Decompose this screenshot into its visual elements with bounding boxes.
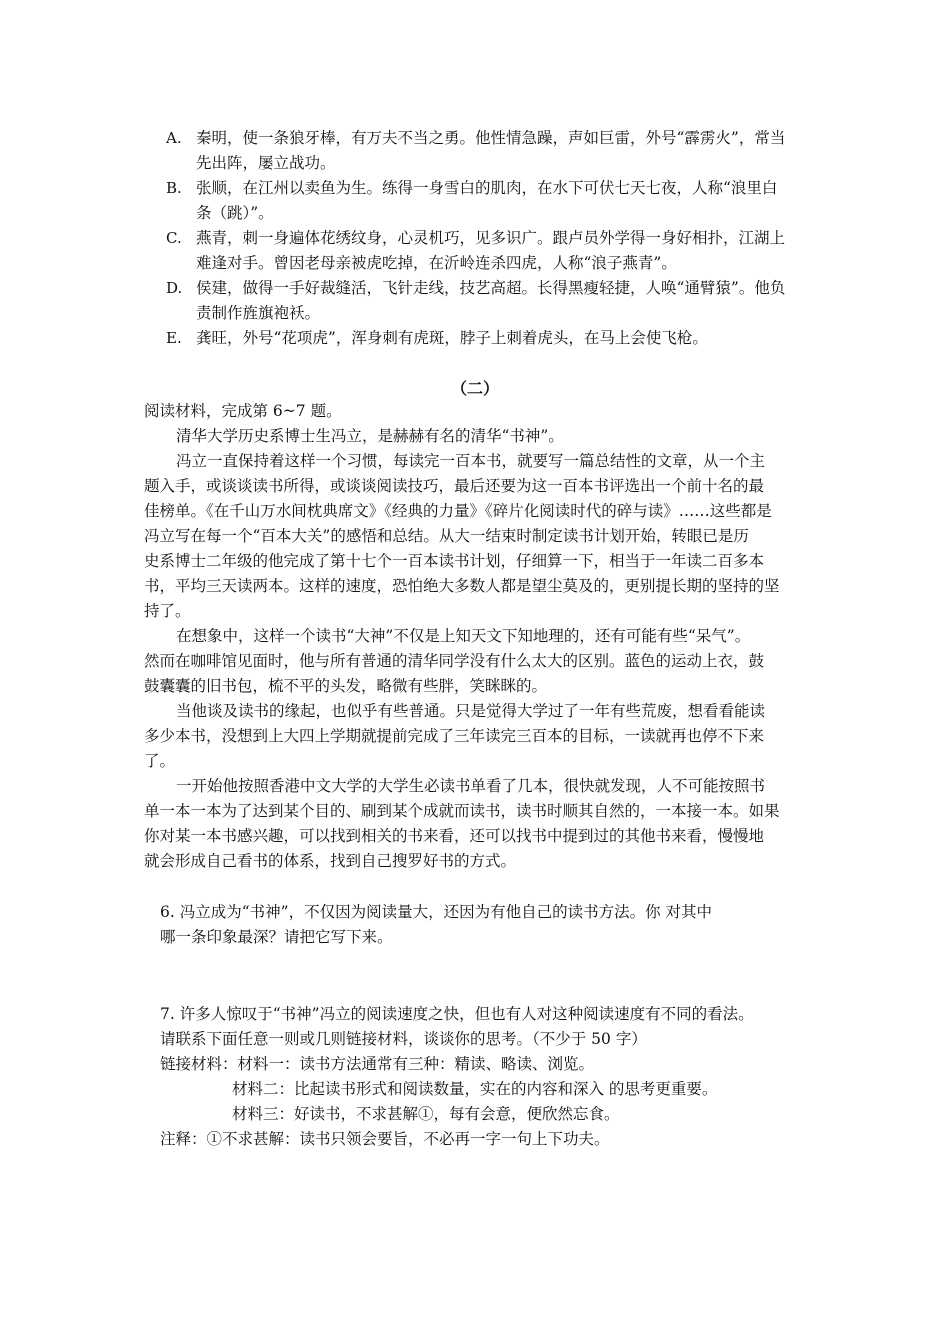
passage-line: 就会形成自己看书的体系，找到自己搜罗好书的方式。 [144,852,517,870]
passage-line: 一开始他按照香港中文大学的大学生必读书单看了几本，很快就发现，人不可能按照书 [176,777,766,795]
option-letter: D. [166,279,183,297]
link-material-2: 材料二：比起读书形式和阅读数量，实在的内容和深入 的思考更重要。 [232,1080,718,1098]
option-text-line: 条（跳）”。 [196,204,274,222]
option-letter: E. [166,329,182,347]
annotation-note: 注释：①不求甚解：读书只领会要旨，不必再一字一句上下功夫。 [160,1130,610,1148]
passage-line: 在想象中，这样一个读书“大神”不仅是上知天文下知地理的，还有可能有些“呆气”。 [176,627,751,645]
passage-line: 鼓囊囊的旧书包，梳不平的头发，略微有些胖，笑眯眯的。 [144,677,548,695]
question-line: 6. 冯立成为“书神”，不仅因为阅读量大，还因为有他自己的读书方法。你 对其中 [160,903,712,921]
option-text-line: 秦明，使一条狼牙棒，有万夫不当之勇。他性情急躁，声如巨雷，外号“霹雳火”，常当 [196,129,786,147]
option-text-line: 先出阵，屡立战功。 [196,154,336,172]
passage-line: 书，平均三天读两本。这样的速度，恐怕绝大多数人都是望尘莫及的，更别提长期的坚持的坚 [144,577,780,595]
option-text-line: 张顺，在江州以卖鱼为生。练得一身雪白的肌肉，在水下可伏七天七夜，人称“浪里白 [196,179,778,197]
passage-line: 多少本书，没想到上大四上学期就提前完成了三年读完三百本的目标，一读就再也停不下来 [144,727,765,745]
passage-line: 然而在咖啡馆见面时，他与所有普通的清华同学没有什么太大的区别。蓝色的运动上衣，鼓 [144,652,765,670]
passage-line: 史系博士二年级的他完成了第十七个一百本读书计划，仔细算一下，相当于一年读二百多本 [144,552,765,570]
option-text-line: 难逢对手。曾因老母亲被虎吃掉，在沂岭连杀四虎，人称“浪子燕青”。 [196,254,677,272]
instruction: 阅读材料，完成第 6~7 题。 [144,402,342,420]
passage-line: 持了。 [144,602,191,620]
link-material-3: 材料三：好读书，不求甚解①，每有会意，便欣然忘食。 [232,1105,620,1123]
passage-line: 题入手，或谈谈读书所得，或谈谈阅读技巧，最后还要为这一百本书评选出一个前十名的最 [144,477,765,495]
option-letter: C. [166,229,182,247]
passage-line: 单一本一本为了达到某个目的、刷到某个成就而读书，读书时顺其自然的，一本接一本。如果 [144,802,780,820]
option-text-line: 龚旺，外号“花项虎”，浑身刺有虎斑，脖子上刺着虎头，在马上会使飞枪。 [196,329,708,347]
passage-line: 冯立写在每一个“百本大关”的感悟和总结。从大一结束时制定读书计划开始，转眼已是历 [144,527,749,545]
passage-line: 冯立一直保持着这样一个习惯，每读完一百本书，就要写一篇总结性的文章，从一个主 [176,452,766,470]
section-title: （二） [450,379,499,398]
passage-line: 佳榜单。《在千山万水间枕典席文》《经典的力量》《碎片化阅读时代的碎与读》……这些都是 [144,502,772,520]
link-material-1: 链接材料：材料一：读书方法通常有三种：精读、略读、浏览。 [160,1055,595,1073]
question-line: 哪一条印象最深？请把它写下来。 [160,928,393,946]
passage-line: 当他谈及读书的缘起，也似乎有些普通。只是觉得大学过了一年有些荒废，想看看能读 [176,702,766,720]
question-line: 请联系下面任意一则或几则链接材料，谈谈你的思考。（不少于 50 字） [160,1030,647,1048]
option-text-line: 燕青，刺一身遍体花绣纹身，心灵机巧，见多识广。跟卢员外学得一身好相扑，江湖上 [196,229,786,247]
option-letter: B. [166,179,182,197]
option-text-line: 侯建，做得一手好裁缝活，飞针走线，技艺高超。长得黑瘦轻捷，人唤“通臂猿”。他负 [196,279,786,297]
question-line: 7. 许多人惊叹于“书神”冯立的阅读速度之快，但也有人对这种阅读速度有不同的看法。 [160,1005,754,1023]
option-text-line: 责制作旌旗袍袄。 [196,304,321,322]
passage-line: 清华大学历史系博士生冯立，是赫赫有名的清华“书神”。 [176,427,564,445]
passage-line: 你对某一本书感兴趣，可以找到相关的书来看，还可以找书中提到过的其他书来看，慢慢地 [144,827,765,845]
option-letter: A. [166,129,182,147]
passage-line: 了。 [144,752,176,770]
